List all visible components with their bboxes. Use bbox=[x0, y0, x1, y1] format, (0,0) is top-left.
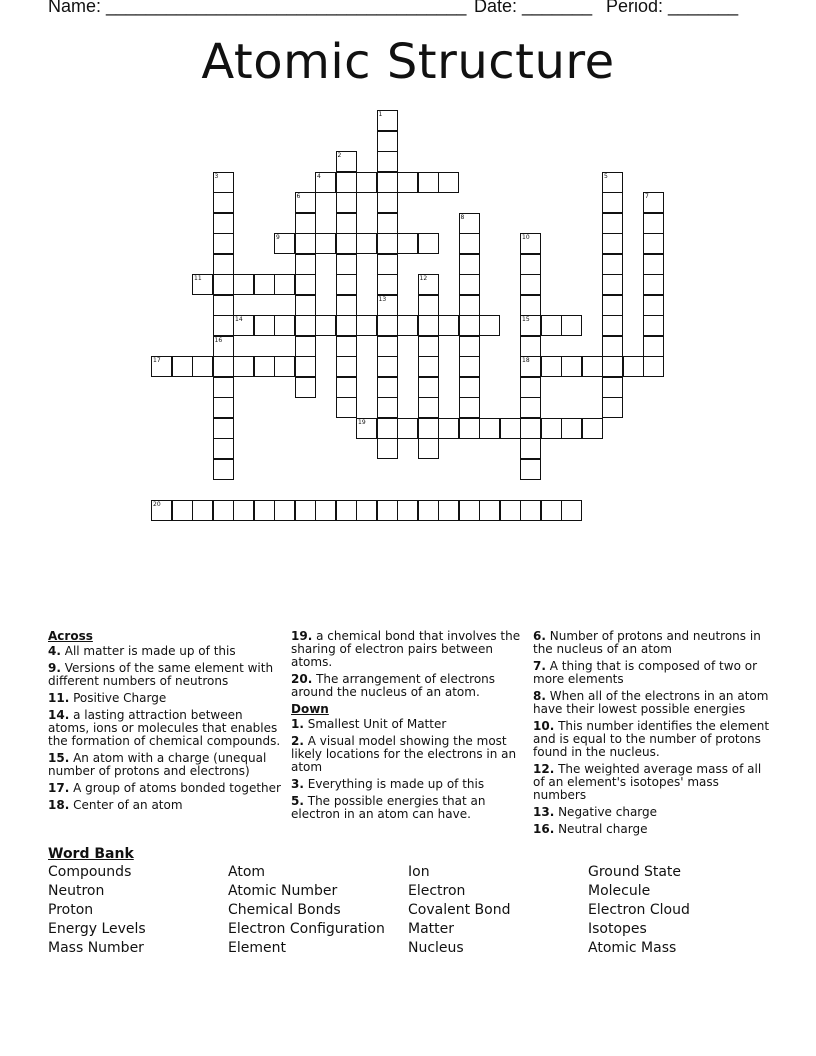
clue-number: 12 bbox=[419, 275, 428, 282]
clue-text: An atom with a charge (unequal number of protons and electrons) bbox=[48, 751, 267, 778]
clue-item bbox=[48, 692, 283, 705]
grid-cell[interactable] bbox=[520, 377, 541, 398]
grid-cell[interactable] bbox=[151, 500, 172, 521]
clue-number: 10 bbox=[522, 234, 530, 241]
grid-cell[interactable] bbox=[336, 254, 357, 275]
clue-item bbox=[533, 823, 773, 836]
word-bank-word: Energy Levels bbox=[48, 921, 146, 937]
clue-item bbox=[48, 752, 283, 778]
clues-column-1 bbox=[48, 630, 283, 816]
grid-cell[interactable] bbox=[459, 336, 480, 357]
clue-item bbox=[291, 630, 521, 669]
grid-cell[interactable] bbox=[295, 274, 316, 295]
clue-text: Negative charge bbox=[554, 805, 658, 819]
word-bank-word: Chemical Bonds bbox=[228, 902, 341, 918]
clue-number: 20 bbox=[153, 500, 161, 508]
clue-number-label: 19. bbox=[291, 629, 313, 643]
clue-number: 6 bbox=[296, 193, 301, 200]
grid-cell[interactable] bbox=[623, 356, 644, 377]
grid-cell[interactable] bbox=[561, 315, 582, 336]
grid-cell[interactable] bbox=[213, 295, 234, 316]
clue-item bbox=[291, 718, 521, 731]
grid-cell[interactable] bbox=[377, 315, 398, 336]
grid-cell[interactable] bbox=[213, 500, 234, 521]
grid-cell[interactable] bbox=[315, 172, 336, 193]
grid-cell[interactable] bbox=[213, 418, 234, 439]
grid-cell[interactable] bbox=[377, 172, 398, 193]
grid-cell[interactable] bbox=[479, 418, 500, 439]
grid-cell[interactable] bbox=[295, 233, 316, 254]
clue-text: The arrangement of electrons around the nucleus of an atom. bbox=[291, 672, 496, 699]
grid-cell[interactable] bbox=[602, 213, 623, 234]
grid-cell[interactable] bbox=[418, 172, 439, 193]
word-bank-column bbox=[588, 863, 690, 958]
grid-cell[interactable] bbox=[172, 356, 193, 377]
clue-item bbox=[533, 720, 773, 759]
clue-number-label: 11. bbox=[48, 691, 70, 705]
grid-cell[interactable] bbox=[520, 254, 541, 275]
clue-item bbox=[291, 735, 521, 774]
grid-cell[interactable] bbox=[602, 233, 623, 254]
grid-cell[interactable] bbox=[377, 438, 398, 459]
grid-cell[interactable] bbox=[459, 377, 480, 398]
grid-cell[interactable] bbox=[541, 356, 562, 377]
clue-number: 3 bbox=[214, 172, 219, 180]
word-bank-column bbox=[228, 863, 385, 958]
clue-text: A thing that is composed of two or more elements bbox=[533, 659, 758, 686]
grid-cell[interactable] bbox=[520, 336, 541, 357]
clue-number: 1 bbox=[378, 111, 383, 118]
word-bank-word: Matter bbox=[408, 921, 455, 937]
clue-number: 7 bbox=[645, 193, 649, 200]
word-bank-word: Covalent Bond bbox=[408, 902, 511, 918]
clue-number-label: 7. bbox=[533, 659, 546, 673]
clue-text: Positive Charge bbox=[69, 691, 167, 705]
grid-cell[interactable] bbox=[213, 192, 234, 213]
grid-cell[interactable] bbox=[336, 397, 357, 418]
grid-cell[interactable] bbox=[213, 397, 234, 418]
clue-number: 11 bbox=[194, 275, 202, 282]
grid-cell[interactable] bbox=[274, 233, 295, 254]
grid-cell[interactable] bbox=[418, 274, 439, 295]
word-bank-word: Electron bbox=[408, 883, 466, 899]
grid-cell[interactable] bbox=[643, 315, 664, 336]
clue-item bbox=[291, 795, 521, 821]
grid-cell[interactable] bbox=[192, 274, 213, 295]
grid-cell[interactable] bbox=[233, 274, 254, 295]
word-bank-title: Word Bank bbox=[48, 846, 134, 862]
grid-cell[interactable] bbox=[602, 356, 623, 377]
grid-cell[interactable] bbox=[295, 213, 316, 234]
grid-cell[interactable] bbox=[336, 295, 357, 316]
clue-number-label: 9. bbox=[48, 661, 61, 675]
grid-cell[interactable] bbox=[602, 397, 623, 418]
grid-cell[interactable] bbox=[459, 213, 480, 234]
grid-cell[interactable] bbox=[582, 418, 603, 439]
grid-cell[interactable] bbox=[377, 274, 398, 295]
clue-item bbox=[48, 645, 283, 658]
clue-number-label: 14. bbox=[48, 708, 70, 722]
grid-cell[interactable] bbox=[213, 459, 234, 480]
grid-cell[interactable] bbox=[295, 254, 316, 275]
grid-cell[interactable] bbox=[213, 336, 234, 357]
grid-cell[interactable] bbox=[602, 336, 623, 357]
clue-number: 4 bbox=[317, 172, 321, 180]
word-bank-word: Nucleus bbox=[408, 940, 464, 956]
grid-cell[interactable] bbox=[561, 356, 582, 377]
clue-item bbox=[48, 709, 283, 748]
grid-cell[interactable] bbox=[336, 213, 357, 234]
word-bank-word: Atomic Mass bbox=[588, 940, 677, 956]
grid-cell[interactable] bbox=[377, 377, 398, 398]
grid-cell[interactable] bbox=[418, 377, 439, 398]
clue-text: Neutral charge bbox=[554, 822, 648, 836]
grid-cell[interactable] bbox=[438, 418, 459, 439]
clue-number: 8 bbox=[460, 213, 465, 221]
grid-cell[interactable] bbox=[643, 356, 664, 377]
clue-number-label: 17. bbox=[48, 781, 70, 795]
grid-cell[interactable] bbox=[192, 500, 213, 521]
grid-cell[interactable] bbox=[397, 315, 418, 336]
grid-cell[interactable] bbox=[520, 315, 541, 336]
grid-cell[interactable] bbox=[356, 315, 377, 336]
grid-cell[interactable] bbox=[192, 356, 213, 377]
grid-cell[interactable] bbox=[602, 295, 623, 316]
clue-text: a lasting attraction between atoms, ions or molecules that enables the formation of chemical compounds. bbox=[48, 708, 281, 748]
grid-cell[interactable] bbox=[315, 315, 336, 336]
grid-cell[interactable] bbox=[213, 438, 234, 459]
grid-cell[interactable] bbox=[172, 500, 193, 521]
date-field[interactable]: Date: _______ bbox=[474, 0, 593, 16]
grid-cell[interactable] bbox=[561, 500, 582, 521]
grid-cell[interactable] bbox=[479, 500, 500, 521]
clue-item bbox=[48, 662, 283, 688]
grid-cell[interactable] bbox=[213, 315, 234, 336]
grid-cell[interactable] bbox=[356, 172, 377, 193]
clue-number: 14 bbox=[235, 316, 243, 323]
grid-cell[interactable] bbox=[459, 295, 480, 316]
clue-text: Number of protons and neutrons in the nucleus of an atom bbox=[533, 629, 761, 656]
grid-cell[interactable] bbox=[213, 172, 234, 193]
grid-cell[interactable] bbox=[418, 397, 439, 418]
clue-number-label: 16. bbox=[533, 822, 555, 836]
grid-cell[interactable] bbox=[459, 233, 480, 254]
grid-cell[interactable] bbox=[274, 500, 295, 521]
grid-cell[interactable] bbox=[459, 418, 480, 439]
clues-column-3 bbox=[533, 630, 773, 840]
clue-item bbox=[533, 660, 773, 686]
word-bank-word: Isotopes bbox=[588, 921, 647, 937]
grid-cell[interactable] bbox=[356, 233, 377, 254]
grid-cell[interactable] bbox=[397, 418, 418, 439]
grid-cell[interactable] bbox=[418, 500, 439, 521]
clue-text: Smallest Unit of Matter bbox=[303, 717, 447, 731]
grid-cell[interactable] bbox=[459, 500, 480, 521]
grid-cell[interactable] bbox=[397, 172, 418, 193]
clue-text: a chemical bond that involves the sharing of electron pairs between atoms. bbox=[291, 629, 521, 669]
grid-cell[interactable] bbox=[336, 356, 357, 377]
grid-cell[interactable] bbox=[520, 418, 541, 439]
word-bank-word: Compounds bbox=[48, 864, 132, 880]
grid-cell[interactable] bbox=[582, 356, 603, 377]
name-field[interactable]: Name: ____________________________________ bbox=[48, 0, 467, 16]
clue-item bbox=[48, 799, 283, 812]
grid-cell[interactable] bbox=[643, 336, 664, 357]
clue-text: Versions of the same element with different numbers of neutrons bbox=[48, 661, 274, 688]
grid-cell[interactable] bbox=[479, 315, 500, 336]
clue-number: 15 bbox=[522, 316, 530, 323]
clue-item bbox=[533, 630, 773, 656]
clue-text: When all of the electrons in an atom have their lowest possible energies bbox=[533, 689, 769, 716]
grid-cell[interactable] bbox=[418, 438, 439, 459]
word-bank-column bbox=[48, 863, 146, 958]
clue-number-label: 6. bbox=[533, 629, 546, 643]
clue-text: This number identifies the element and is equal to the number of protons found in the nucleus. bbox=[533, 719, 770, 759]
grid-cell[interactable] bbox=[233, 500, 254, 521]
clue-item bbox=[48, 782, 283, 795]
grid-cell[interactable] bbox=[418, 336, 439, 357]
grid-cell[interactable] bbox=[213, 356, 234, 377]
grid-cell[interactable] bbox=[520, 295, 541, 316]
word-bank-word: Electron Configuration bbox=[228, 921, 385, 937]
clue-text: The possible energies that an electron in an atom can have. bbox=[291, 794, 486, 821]
clue-number-label: 13. bbox=[533, 805, 555, 819]
grid-cell[interactable] bbox=[315, 500, 336, 521]
grid-cell[interactable] bbox=[295, 377, 316, 398]
grid-cell[interactable] bbox=[213, 254, 234, 275]
grid-cell[interactable] bbox=[274, 315, 295, 336]
grid-cell[interactable] bbox=[418, 418, 439, 439]
grid-cell[interactable] bbox=[213, 377, 234, 398]
grid-cell[interactable] bbox=[397, 500, 418, 521]
clue-number: 2 bbox=[337, 152, 342, 159]
grid-cell[interactable] bbox=[520, 356, 541, 377]
grid-cell[interactable] bbox=[459, 274, 480, 295]
clue-number-label: 5. bbox=[291, 794, 304, 808]
grid-cell[interactable] bbox=[377, 295, 398, 316]
clue-number-label: 3. bbox=[291, 777, 304, 791]
grid-cell[interactable] bbox=[643, 295, 664, 316]
clue-item bbox=[533, 690, 773, 716]
grid-cell[interactable] bbox=[377, 254, 398, 275]
grid-cell[interactable] bbox=[295, 295, 316, 316]
grid-cell[interactable] bbox=[336, 377, 357, 398]
clue-number-label: 15. bbox=[48, 751, 70, 765]
grid-cell[interactable] bbox=[356, 500, 377, 521]
clue-number: 16 bbox=[214, 336, 223, 344]
grid-cell[interactable] bbox=[520, 397, 541, 418]
grid-cell[interactable] bbox=[336, 315, 357, 336]
clue-item bbox=[533, 763, 773, 802]
grid-cell[interactable] bbox=[254, 500, 275, 521]
grid-cell[interactable] bbox=[254, 356, 275, 377]
grid-cell[interactable] bbox=[520, 459, 541, 480]
grid-cell[interactable] bbox=[438, 500, 459, 521]
grid-cell[interactable] bbox=[336, 172, 357, 193]
grid-cell[interactable] bbox=[213, 213, 234, 234]
grid-cell[interactable] bbox=[602, 377, 623, 398]
grid-cell[interactable] bbox=[500, 418, 521, 439]
word-bank-word: Neutron bbox=[48, 883, 105, 899]
grid-cell[interactable] bbox=[377, 192, 398, 213]
clue-number-label: 2. bbox=[291, 734, 304, 748]
clue-number-label: 4. bbox=[48, 644, 61, 658]
grid-cell[interactable] bbox=[254, 315, 275, 336]
clue-item bbox=[291, 778, 521, 791]
grid-cell[interactable] bbox=[520, 233, 541, 254]
clue-number: 17 bbox=[153, 357, 161, 364]
period-field[interactable]: Period: _______ bbox=[606, 0, 739, 16]
clue-text: A visual model showing the most likely locations for the electrons in an atom bbox=[291, 734, 517, 774]
grid-cell[interactable] bbox=[336, 192, 357, 213]
clue-number-label: 18. bbox=[48, 798, 70, 812]
grid-cell[interactable] bbox=[541, 315, 562, 336]
grid-cell[interactable] bbox=[377, 500, 398, 521]
grid-cell[interactable] bbox=[295, 192, 316, 213]
grid-cell[interactable] bbox=[643, 274, 664, 295]
page-title: Atomic Structure bbox=[201, 34, 615, 90]
grid-cell[interactable] bbox=[377, 233, 398, 254]
grid-cell[interactable] bbox=[151, 356, 172, 377]
word-bank-word: Atomic Number bbox=[228, 883, 338, 899]
grid-cell[interactable] bbox=[438, 172, 459, 193]
grid-cell[interactable] bbox=[336, 336, 357, 357]
clues-column-2 bbox=[291, 630, 521, 825]
grid-cell[interactable] bbox=[295, 500, 316, 521]
grid-cell[interactable] bbox=[336, 151, 357, 172]
word-bank-word: Molecule bbox=[588, 883, 651, 899]
grid-cell[interactable] bbox=[418, 356, 439, 377]
grid-cell[interactable] bbox=[377, 397, 398, 418]
grid-cell[interactable] bbox=[418, 315, 439, 336]
grid-cell[interactable] bbox=[254, 274, 275, 295]
grid-cell[interactable] bbox=[315, 233, 336, 254]
clue-text: Center of an atom bbox=[69, 798, 183, 812]
down-heading: Down bbox=[291, 702, 329, 716]
word-bank-word: Element bbox=[228, 940, 286, 956]
clue-number: 19 bbox=[358, 418, 366, 426]
grid-cell[interactable] bbox=[377, 356, 398, 377]
grid-cell[interactable] bbox=[459, 315, 480, 336]
grid-cell[interactable] bbox=[541, 418, 562, 439]
grid-cell[interactable] bbox=[377, 110, 398, 131]
clue-number: 13 bbox=[378, 295, 387, 303]
grid-cell[interactable] bbox=[602, 274, 623, 295]
grid-cell[interactable] bbox=[233, 315, 254, 336]
clue-text: All matter is made up of this bbox=[60, 644, 236, 658]
grid-cell[interactable] bbox=[377, 418, 398, 439]
clue-item bbox=[533, 806, 773, 819]
grid-cell[interactable] bbox=[336, 500, 357, 521]
clue-number-label: 20. bbox=[291, 672, 313, 686]
grid-cell[interactable] bbox=[602, 192, 623, 213]
grid-cell[interactable] bbox=[397, 233, 418, 254]
grid-cell[interactable] bbox=[541, 500, 562, 521]
clue-number-label: 10. bbox=[533, 719, 555, 733]
grid-cell[interactable] bbox=[602, 315, 623, 336]
word-bank-word: Mass Number bbox=[48, 940, 144, 956]
grid-cell[interactable] bbox=[377, 151, 398, 172]
grid-cell[interactable] bbox=[643, 213, 664, 234]
clue-number-label: 1. bbox=[291, 717, 304, 731]
grid-cell[interactable] bbox=[438, 315, 459, 336]
grid-cell[interactable] bbox=[295, 315, 316, 336]
clue-text: The weighted average mass of all of an element's isotopes' mass numbers bbox=[533, 762, 762, 802]
clue-number: 5 bbox=[604, 172, 608, 180]
grid-cell[interactable] bbox=[418, 233, 439, 254]
word-bank-word: Ion bbox=[408, 864, 430, 880]
word-bank-word: Electron Cloud bbox=[588, 902, 690, 918]
across-heading: Across bbox=[48, 629, 93, 643]
grid-cell[interactable] bbox=[336, 233, 357, 254]
grid-cell[interactable] bbox=[336, 274, 357, 295]
grid-cell[interactable] bbox=[561, 418, 582, 439]
grid-cell[interactable] bbox=[377, 131, 398, 152]
grid-cell[interactable] bbox=[602, 172, 623, 193]
grid-cell[interactable] bbox=[295, 336, 316, 357]
grid-cell[interactable] bbox=[377, 336, 398, 357]
clue-item bbox=[291, 673, 521, 699]
word-bank-word: Ground State bbox=[588, 864, 682, 880]
clue-number-label: 12. bbox=[533, 762, 555, 776]
word-bank-word: Proton bbox=[48, 902, 94, 918]
clue-text: Everything is made up of this bbox=[303, 777, 485, 791]
grid-cell[interactable] bbox=[213, 274, 234, 295]
clue-number: 18 bbox=[522, 357, 530, 364]
grid-cell[interactable] bbox=[418, 295, 439, 316]
grid-cell[interactable] bbox=[274, 356, 295, 377]
grid-cell[interactable] bbox=[377, 213, 398, 234]
grid-cell[interactable] bbox=[643, 192, 664, 213]
clue-number-label: 8. bbox=[533, 689, 546, 703]
grid-cell[interactable] bbox=[602, 254, 623, 275]
grid-cell[interactable] bbox=[459, 356, 480, 377]
grid-cell[interactable] bbox=[643, 233, 664, 254]
word-bank-column bbox=[408, 863, 510, 958]
word-bank-word: Atom bbox=[228, 864, 266, 880]
grid-cell[interactable] bbox=[643, 254, 664, 275]
grid-cell[interactable] bbox=[459, 397, 480, 418]
grid-cell[interactable] bbox=[520, 500, 541, 521]
clue-number: 9 bbox=[276, 234, 280, 241]
grid-cell[interactable] bbox=[295, 356, 316, 377]
grid-cell[interactable] bbox=[274, 274, 295, 295]
grid-cell[interactable] bbox=[520, 438, 541, 459]
grid-cell[interactable] bbox=[500, 500, 521, 521]
grid-cell[interactable] bbox=[520, 274, 541, 295]
grid-cell[interactable] bbox=[213, 233, 234, 254]
grid-cell[interactable] bbox=[233, 356, 254, 377]
grid-cell[interactable] bbox=[356, 418, 377, 439]
grid-cell[interactable] bbox=[459, 254, 480, 275]
clue-text: A group of atoms bonded together bbox=[69, 781, 281, 795]
